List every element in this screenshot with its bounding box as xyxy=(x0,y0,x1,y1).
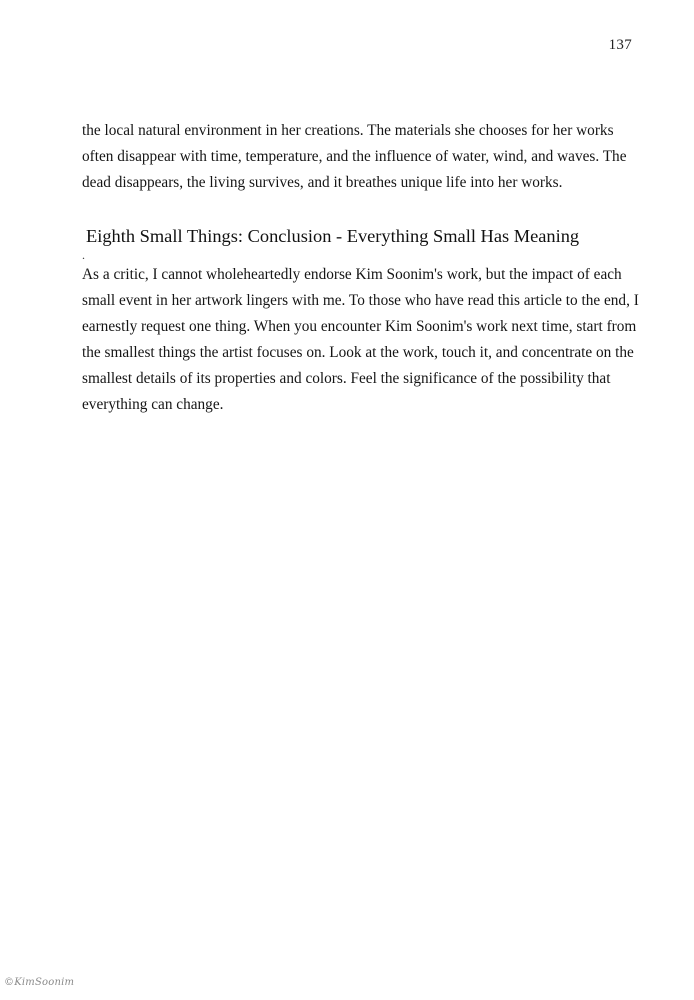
body-paragraph-2: As a critic, I cannot wholeheartedly endorse Kim Soonim's work, but the impact of each small event in her artwork lingers with me. To those who have read this article to the end, I earnestly request one thing. When you encounter Kim Soonim's work next time, start from the smallest things the artist focuses on. Look at the work, touch it, and concentrate on the smallest details of its properties and colors. Feel the significance of the possibility that everything can change. xyxy=(82,266,639,413)
copyright-watermark: ©KimSoonim xyxy=(4,977,75,988)
section-heading: Eighth Small Things: Conclusion - Everything Small Has Meaning xyxy=(86,226,580,246)
body-paragraph-1: the local natural environment in her creations. The materials she chooses for her works often disappear with time, temperature, and the influence of water, wind, and waves. The dead disappears, the living survives, and it breathes unique life into her works. xyxy=(82,122,627,191)
page-content xyxy=(82,118,642,418)
heading-dot: . xyxy=(82,248,85,262)
page-number: 137 xyxy=(608,37,632,53)
